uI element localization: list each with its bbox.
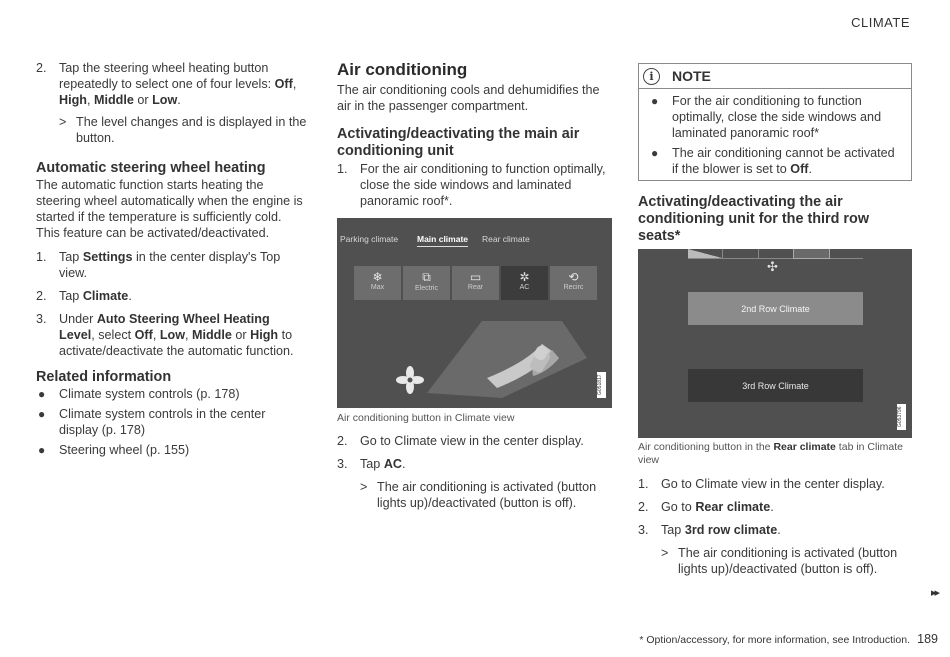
step-number: 1.: [638, 477, 649, 491]
note-title: NOTE: [672, 68, 711, 84]
info-icon: i: [643, 68, 660, 85]
step-text: Tap the steering wheel heating button repeatedly to select one of four levels:: [59, 61, 275, 91]
column-2: [337, 60, 612, 519]
step-number: 3.: [638, 523, 649, 537]
level-off: Off: [274, 77, 293, 91]
step-number: 3.: [337, 457, 348, 471]
result-marker: >: [360, 480, 368, 494]
third-row-heading: Activating/deactivating the air conditioning unit for the third row seats*: [638, 194, 870, 244]
climate-view-illustration: [337, 218, 612, 408]
recirc-icon: ⟲: [568, 270, 579, 284]
settings-label: Settings: [82, 250, 133, 264]
step-result: [59, 114, 308, 146]
level-low: Low: [159, 328, 185, 342]
result-text: The level changes and is displayed in the button.: [76, 115, 307, 145]
electric-defrost-icon: ⧉: [422, 270, 431, 284]
result-marker: >: [59, 115, 67, 129]
top-divider: [722, 249, 723, 258]
second-row-climate-button: 2nd Row Climate: [688, 292, 863, 325]
step-text: Go to Climate view in the center display.: [360, 434, 584, 448]
figure-caption: Air conditioning button in Climate view: [337, 412, 515, 424]
step-text: Go to Climate view in the center display.: [661, 477, 885, 491]
level-middle: Middle: [93, 93, 134, 107]
step-text-end: in the center display's Top view.: [59, 250, 281, 280]
step-text: Tap: [59, 289, 83, 303]
note-text: The air conditioning cannot be activated if the blower is set to: [672, 146, 895, 176]
column-1: [36, 60, 308, 462]
bullet: ●: [651, 94, 659, 108]
auto-step-3: 3. Under Auto Steering Wheel Heating Level, select Off, Low, Middle or High to activate/deactivate the automatic function.: [36, 312, 294, 358]
main-step-1: [337, 161, 612, 209]
max-defrost-icon: ❄: [372, 270, 383, 284]
section-title: Air conditioning: [337, 60, 468, 79]
bullet: ●: [38, 407, 46, 421]
footnote: * Option/accessory, for more information, see Introduction.: [639, 634, 910, 646]
rear-climate-label: Rear climate: [695, 500, 771, 514]
third-row-climate-button: 3rd Row Climate: [688, 369, 863, 402]
main-step-result: [360, 479, 612, 511]
step-number: 2.: [638, 500, 649, 514]
caption-bold: Rear climate: [773, 441, 836, 453]
fan-icon: [396, 366, 424, 394]
rear-step-1: [638, 476, 912, 492]
caption-text: Air conditioning button in the: [638, 441, 774, 453]
level-low: Low: [152, 93, 178, 107]
main-step-3: 3. Tap AC.: [337, 457, 406, 471]
result-marker: >: [661, 546, 669, 560]
illustration-code: G053796: [897, 404, 906, 430]
level-off: Off: [134, 328, 153, 342]
step-number: 1.: [337, 162, 348, 176]
step-2: 2. Tap the steering wheel heating button repeatedly to select one of four levels: Off, High, Middle or Low.: [36, 61, 297, 107]
level-high: High: [250, 328, 279, 342]
tab-rear-climate: Rear climate: [482, 234, 530, 244]
related-heading: Related information: [36, 369, 172, 385]
tile-label: Rear: [467, 284, 484, 291]
related-item[interactable]: [36, 442, 308, 458]
ac-icon: ✲: [519, 270, 530, 284]
step-text: Tap: [661, 523, 685, 537]
rear-climate-illustration: [638, 249, 912, 438]
note-box: [638, 63, 912, 181]
next-page-icon[interactable]: ▸▸: [930, 587, 938, 599]
off-label: Off: [790, 162, 809, 176]
third-row-label: 3rd row climate: [684, 523, 778, 537]
step-text: For the air conditioning to function optimally, close the side windows and laminated panoramic roof*.: [360, 162, 606, 208]
tile-label: Electric: [415, 285, 438, 292]
related-item[interactable]: [36, 386, 308, 402]
step-text: Under: [59, 312, 97, 326]
step-text: Go to: [661, 500, 696, 514]
rear-defrost-icon: ▭: [469, 270, 482, 284]
auto-step-2: 2. Tap Climate.: [36, 289, 132, 303]
related-link[interactable]: Steering wheel (p. 155): [59, 443, 190, 457]
step-number: 2.: [36, 61, 47, 75]
related-link[interactable]: Climate system controls in the center display (p. 178): [59, 407, 266, 437]
rear-step-2: 2. Go to Rear climate.: [638, 500, 774, 514]
column-3: [638, 63, 912, 585]
level-middle: Middle: [192, 328, 232, 342]
tab-main-climate: Main climate: [417, 234, 468, 247]
bullet: ●: [38, 387, 46, 401]
step-text: Tap: [360, 457, 384, 471]
step-text-mid: , select: [91, 328, 135, 342]
step-number: 1.: [36, 250, 47, 264]
bullet: ●: [651, 146, 659, 160]
or-text: or: [133, 93, 153, 107]
main-unit-heading: Activating/deactivating the main air conditioning unit: [337, 126, 580, 159]
note-item: [649, 93, 903, 141]
top-bar-slope: [688, 249, 722, 258]
note-text: For the air conditioning to function optimally, close the side windows and laminated panoramic roof*: [672, 94, 882, 140]
step-number: 2.: [337, 434, 348, 448]
figure-caption: [638, 441, 912, 467]
tile-label: Recirc: [563, 284, 584, 291]
page-number: 189: [917, 632, 938, 646]
fan-icon: ✣: [767, 259, 778, 274]
caption-text-end: tab in Climate view: [638, 441, 904, 466]
tile-label: Max: [370, 284, 385, 291]
tile-label: AC: [519, 284, 530, 291]
top-divider: [758, 249, 759, 258]
note-item: ● The air conditioning cannot be activated if the blower is set to Off.: [651, 146, 895, 176]
related-item[interactable]: [36, 406, 308, 438]
result-text: The air conditioning is activated (button lights up)/deactivated (button is off).: [678, 546, 898, 576]
bullet: ●: [38, 443, 46, 457]
seat-cushion-shape: [427, 321, 587, 398]
illustration-code: G051817: [597, 372, 606, 398]
auto-body: The automatic function starts heating the steering wheel automatically when the engine is started if the temperature is sufficiently cold. This feature can be activated/deactivated.: [36, 178, 303, 240]
top-selected-tab: [793, 249, 830, 259]
note-header: [639, 64, 911, 89]
tab-parking-climate: Parking climate: [340, 234, 399, 244]
rear-step-result: [661, 545, 912, 577]
main-step-2: [337, 433, 612, 449]
level-high: High: [59, 93, 87, 107]
auto-level-label: Auto Steering Wheel Heating Level: [59, 312, 270, 342]
step-number: 2.: [36, 289, 47, 303]
related-link[interactable]: Climate system controls (p. 178): [59, 387, 240, 401]
result-text: The air conditioning is activated (button lights up)/deactivated (button is off).: [377, 480, 597, 510]
auto-step-1: [36, 249, 308, 281]
climate-label: Climate: [82, 289, 129, 303]
intro-text: The air conditioning cools and dehumidifies the air in the passenger compartment.: [337, 83, 600, 113]
auto-heading: Automatic steering wheel heating: [36, 160, 266, 176]
step-number: 3.: [36, 312, 47, 326]
step-text: Tap: [59, 250, 83, 264]
step-text-end: to activate/deactivate the automatic function.: [59, 328, 294, 358]
ac-label: AC: [383, 457, 403, 471]
seat-fan-graphic: [337, 218, 612, 408]
chapter-title: CLIMATE: [851, 15, 910, 30]
rear-step-3: 3. Tap 3rd row climate.: [638, 523, 781, 537]
